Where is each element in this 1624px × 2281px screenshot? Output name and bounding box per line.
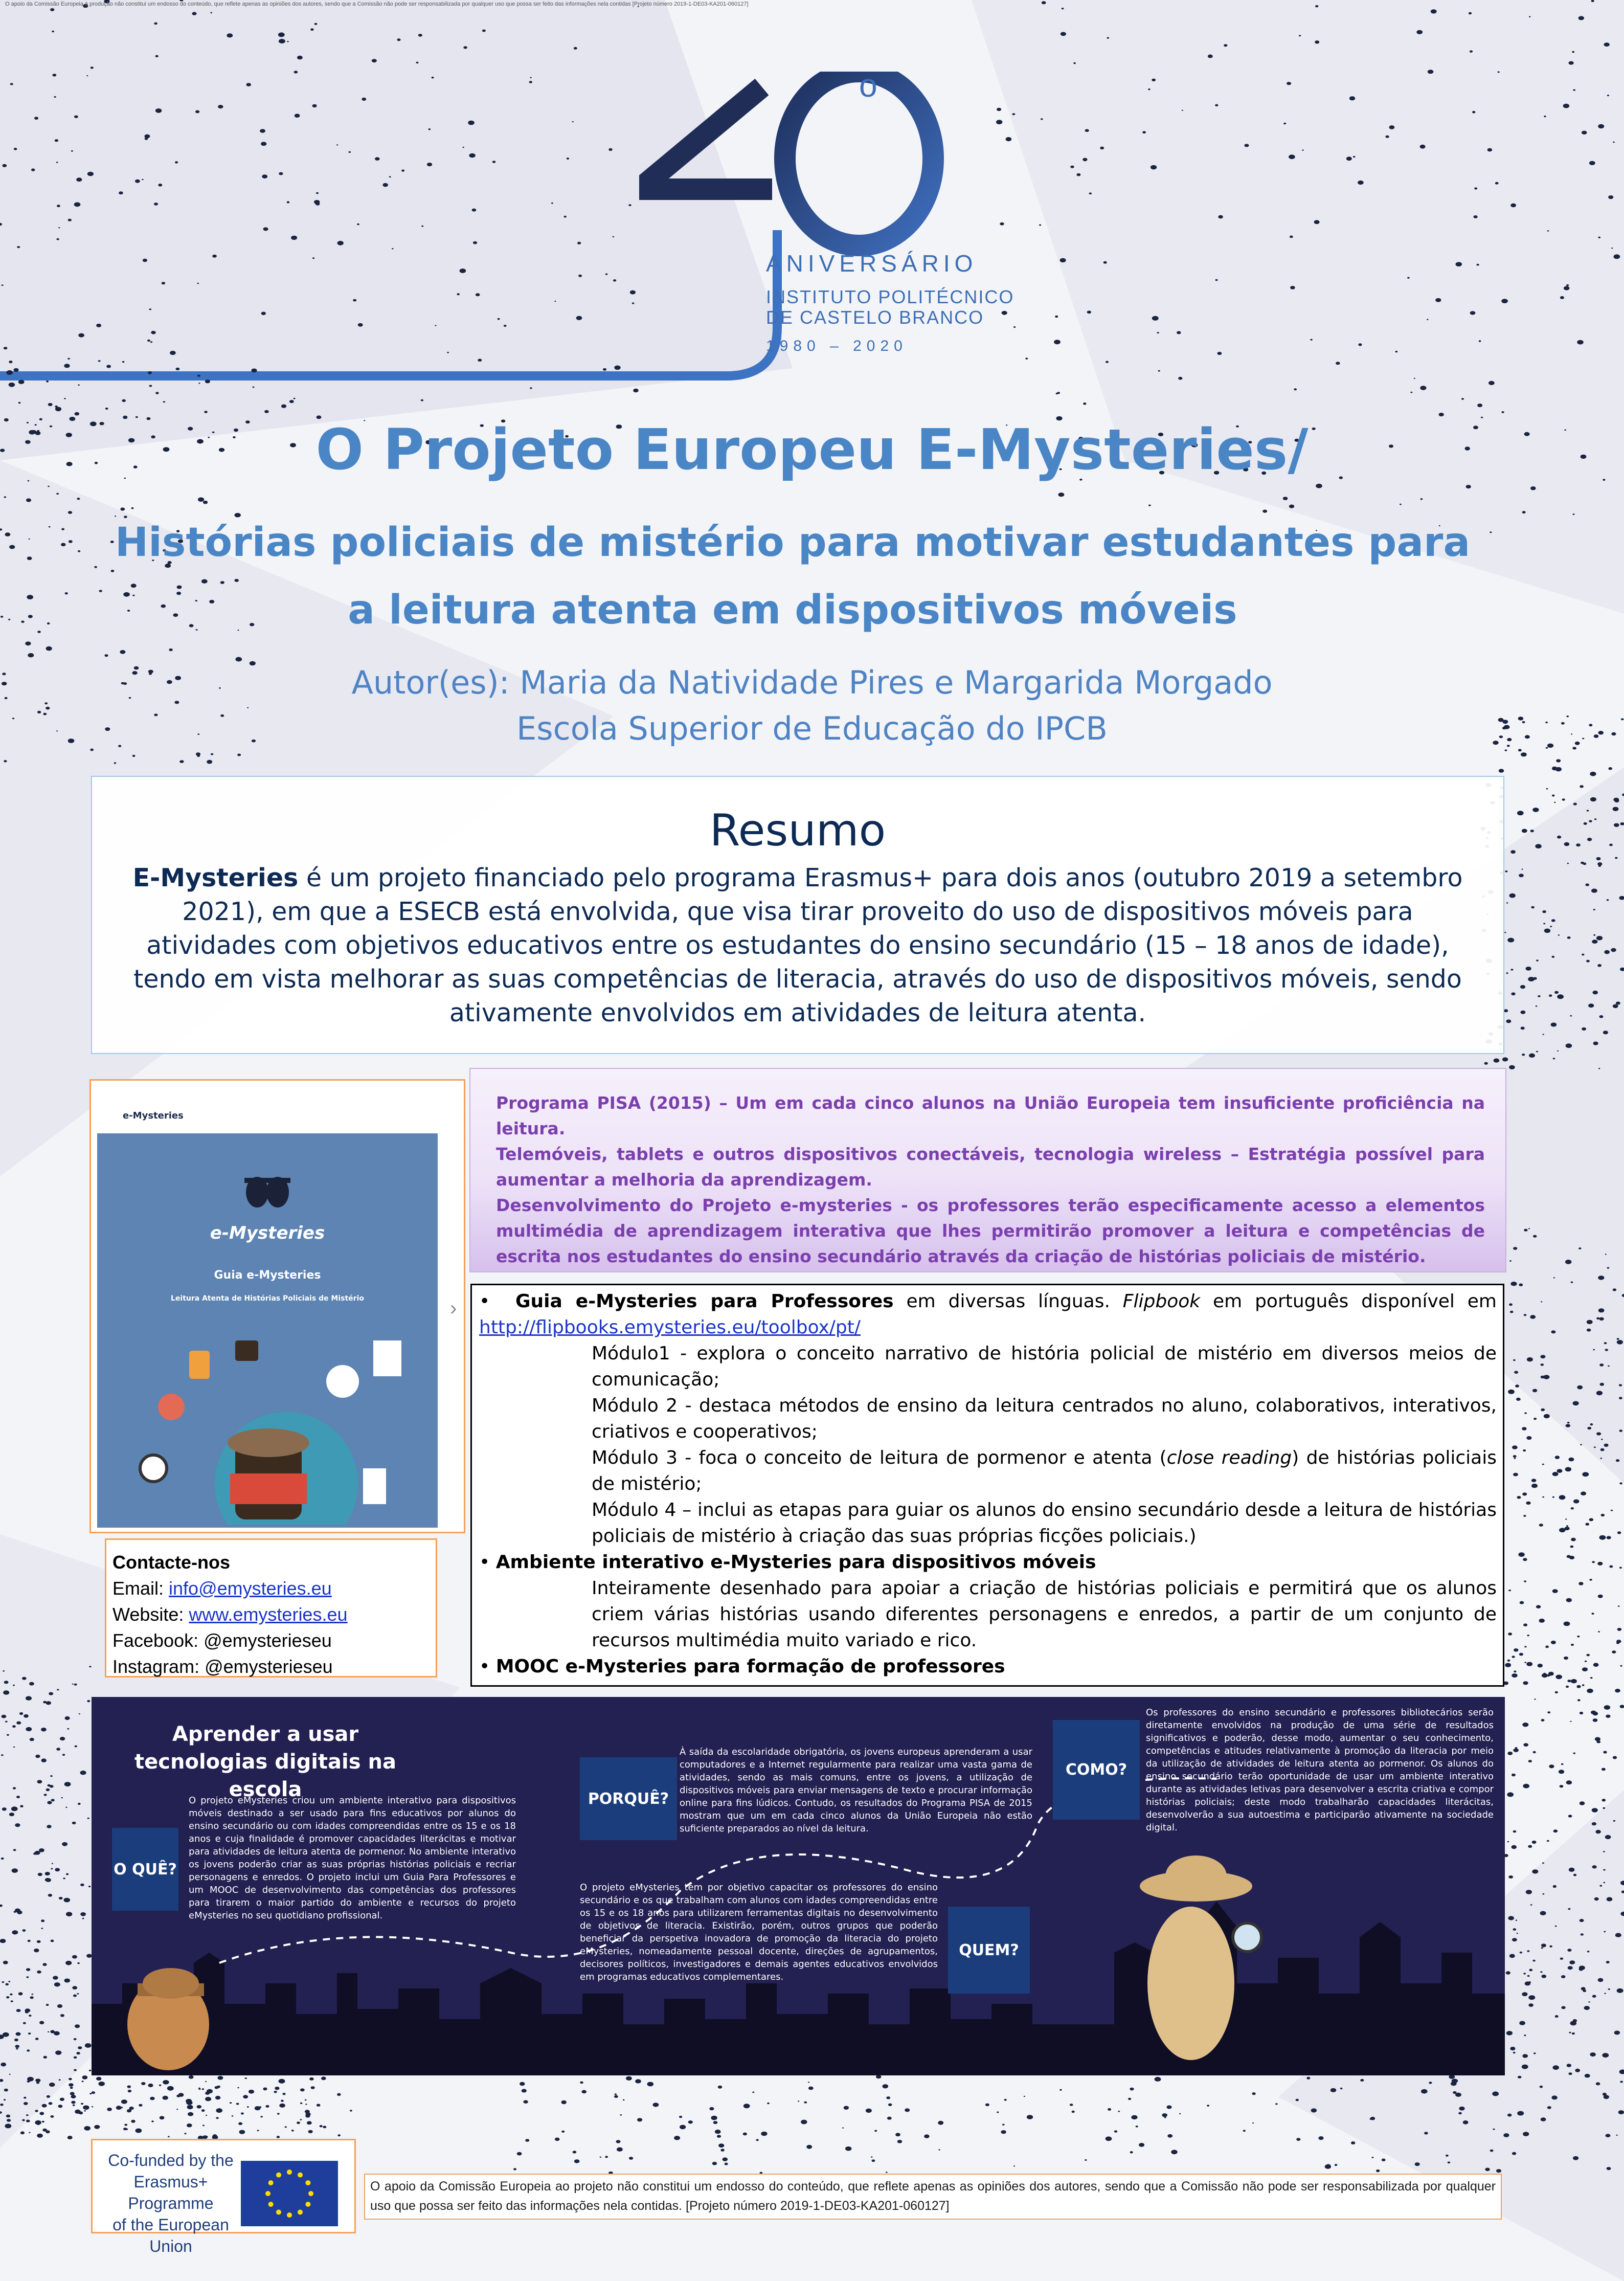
resumo-text [128, 861, 1468, 1030]
ambiente-bold: Ambiente interativo e-Mysteries para dispositivos móveis [495, 1552, 1096, 1573]
module-3-italic: close reading [1166, 1447, 1292, 1468]
logo-years: 1980 – 2020 [766, 338, 908, 354]
guia-text-2: em português disponível em [1200, 1291, 1497, 1312]
top-disclaimer-note: O apoio da Comissão Europeia à produção não constitui um endosso do conteúdo, que reflete apenas as opiniões dos autores, sendo que a Comissão não pode ser responsabilizada por qualquer uso que possa ser feito das informações nela contidas [Projeto número 2019-1-DE03-KA201-060127] [5, 1, 749, 7]
cover-logo-text: e-Mysteries [210, 1223, 325, 1243]
module-3-text-b: ) de histórias policiais de mistério; [592, 1447, 1497, 1494]
degree-symbol: o [859, 67, 877, 104]
guia-flipbook: Flipbook [1122, 1291, 1201, 1312]
cover-top-band [97, 1085, 438, 1133]
eu-flag-icon [241, 2161, 338, 2226]
cover-title: Guia e-Mysteries [214, 1269, 321, 1282]
guia-bold: Guia e-Mysteries para Professores [515, 1291, 894, 1312]
authors-block [0, 660, 1624, 752]
contact-box [105, 1538, 437, 1678]
como-text: Os professores do ensino secundário e professores bibliotecários serão diretamente envolvidos na produção de uma série de resultados significativos e poderão, desse modo, aumentar o seu conhecimento, competências e atitudes relativamente à promoção da literacia por meio da utilização de atividades de leitura atenta ao pormenor. Os alunos do ensino secundário terão oportunidade de usar um ambiente interativo durante as atividades letivas para desenvolver a escrita criativa e compor histórias policiais; deste modo trabalharão capacidades literácitas, desenvolverão a sua autoestima e participarão ativamente na sociedade digital. [1146, 1707, 1494, 1833]
website-label: Website: [112, 1604, 189, 1625]
eu-line-3: of the European Union [112, 2216, 229, 2255]
cover-subtitle: Leitura Atenta de Histórias Policiais de Mistério [171, 1294, 364, 1303]
outputs-box [470, 1284, 1504, 1687]
resumo-heading: Resumo [709, 805, 886, 856]
module-3 [479, 1445, 1497, 1497]
school-line: Escola Superior de Educação do IPCB [516, 710, 1108, 747]
pisa-paragraph-3: Desenvolvimento do Projeto e-mysteries - os professores terão especificamente acesso a elementos multimédia de aprendizagem interativa que lhes permitirão promover a leitura e competências de escrita nos estudantes do ensino secundário através da criação de histórias policiais de mistério. [496, 1195, 1485, 1266]
guia-bullet: • Guia e-Mysteries para Professores em diversas línguas. Flipbook em português disponível em http://flipbooks.emysteries.eu/toolbox/pt/ [479, 1291, 1497, 1338]
mooc-bold: MOOC e-Mysteries para formação de professores [495, 1656, 1005, 1677]
email-label: Email: [112, 1578, 169, 1599]
contact-website-row [112, 1601, 436, 1627]
como-label: COMO? [1053, 1720, 1140, 1820]
module-1: Módulo1 - explora o conceito narrativo de história policial de mistério em diversos meios de comunicação; [592, 1343, 1497, 1390]
resumo-body: é um projeto financiado pelo programa Erasmus+ para dois anos (outubro 2019 a setembro 2021), em que a ESECB está envolvida, que visa tirar proveito do uso de dispositivos móveis para atividades com objetivos educativos entre os estudantes do ensino secundário (15 – 18 anos de idade), tendo em vista melhorar as suas competências de literacia, através do uso de dispositivos móveis, sendo ativamente envolvidos em atividades de leitura atenta. [133, 863, 1463, 1027]
detective-logo-icon [242, 1172, 293, 1228]
cover-top-logo: e-Mysteries [123, 1110, 184, 1121]
flipbook-link[interactable]: http://flipbooks.emysteries.eu/toolbox/pt/ [479, 1317, 861, 1338]
website-link[interactable]: www.emysteries.eu [189, 1604, 348, 1625]
disclaimer: O apoio da Comissão Europeia ao projeto não constitui um endosso do conteúdo, que reflete apenas as opiniões dos autores, sendo que a Comissão não pode ser responsabilizada por qualquer uso que possa ser feito das informações nela contidas. [Projeto número 2019-1-DE03-KA201-060127] [364, 2174, 1502, 2220]
left-detective-figure [127, 1968, 209, 2070]
contact-heading: Contacte-nos [112, 1552, 231, 1573]
o-que-label: O QUÊ? [112, 1828, 178, 1911]
ambiente-bullet: • Ambiente interativo e-Mysteries para dispositivos móveis [479, 1552, 1096, 1573]
logo-instituto-line1: INSTITUTO POLITÉCNICO [766, 286, 1014, 307]
subtitle-line-1: Histórias policiais de mistério para motivar estudantes para [115, 520, 1471, 566]
eu-cofunded-box [91, 2139, 356, 2255]
module-4: Módulo 4 – inclui as etapas para guiar os alunos do ensino secundário desde a leitura de histórias policiais de mistério à criação das suas próprias ficções policiais.) [592, 1500, 1497, 1547]
logo-aniversario: ANIVERSÁRIO [766, 250, 978, 277]
guide-cover [97, 1085, 457, 1528]
logo-instituto-line2: DE CASTELO BRANCO [766, 307, 984, 328]
eu-line-1: Co-funded by the [108, 2151, 234, 2170]
infographic-band [92, 1697, 1505, 2075]
module-2: Módulo 2 - destaca métodos de ensino da leitura centrados no aluno, colaborativos, interativos, criativos e cooperativos; [592, 1395, 1497, 1442]
quem-label: QUEM? [948, 1907, 1030, 1994]
quem-text: O projeto eMysteries tem por objetivo capacitar os professores do ensino secundário e os que trabalham com alunos com idades compreendidas entre os 15 e os 18 anos para utilizarem ferramentas digitais no desenvolvimento de objetivos de literacia. Existirão, porém, outros grupos que poderão beneficiar da perspetiva inovadora de promoção da literacia do projeto eMysteries, nomeadamente pessoal docente, direções de agrupamentos, decisores políticos, investigadores e demais agentes educativos envolvidos em programas educativos complementares. [580, 1882, 938, 1982]
subtitle-line-2: a leitura atenta em dispositivos móveis [348, 587, 1237, 633]
band-heading: Aprender a usar tecnologias digitais na escola [134, 1723, 396, 1801]
authors-line: Autor(es): Maria da Natividade Pires e Margarida Morgado [351, 664, 1273, 701]
o-que-text: O projeto eMysteries criou um ambiente interativo para dispositivos móveis destinado a ser usado para fins educativos por alunos do ensino secundário ou com idades compreendidas entre os 15 e os 18 anos e cuja finalidade é promover capacidades literácitas e motivar para atividades de leitura atenta de pormenor. No ambiente interativo os jovens poderão criar as suas próprias histórias policiais e recriar personagens e enredos. O projeto inclui um Guia Para Professores e um MOOC de desenvolvimento das competências dos professores para tirarem o maior partido do ambiente e recursos do projeto eMysteries no seu quotidiano profissional. [189, 1795, 516, 1921]
cover-illustration [118, 1330, 424, 1525]
pisa-box [469, 1068, 1506, 1272]
ambiente-text: Inteiramente desenhado para apoiar a criação de histórias policiais e permitirá que os alunos criem várias histórias usando diferentes personagens e enredos, a partir de um conjunto de recursos multimédia muito variado e rico. [592, 1578, 1497, 1651]
page-title: O Projeto Europeu E-Mysteries/ [315, 417, 1309, 482]
porque-text: À saída da escolaridade obrigatória, os jovens europeus aprenderam a usar computadores e a Internet regularmente para realizar uma vasta gama de atividades, sendo as mais comuns, entre os jovens, a utilização de dispositivos móveis para enviar mensagens de texto e procurar informação online para fins lúdicos. Contudo, os resultados do Programa PISA de 2015 mostram que um em cada cinco alunos da União Europeia não estão suficiente preparados ao nível da leitura. [680, 1747, 1032, 1834]
pisa-paragraph-2: Telemóveis, tablets e outros dispositivos conectáveis, tecnologia wireless – Estratégia possível para aumentar a melhoria da aprendizagem. [496, 1144, 1485, 1190]
contact-email-row [112, 1575, 436, 1601]
page-subtitle [82, 509, 1503, 644]
guia-text: em diversas línguas. [893, 1291, 1123, 1312]
porque-label: PORQUÊ? [580, 1757, 677, 1840]
resumo-box [91, 776, 1504, 1054]
email-link[interactable]: info@emysteries.eu [169, 1578, 332, 1599]
mooc-bullet: • MOOC e-Mysteries para formação de professores [479, 1656, 1005, 1677]
module-3-text-a: Módulo 3 - foca o conceito de leitura de pormenor e atenta ( [592, 1447, 1167, 1468]
eu-text [107, 2150, 235, 2257]
eu-line-2: Erasmus+ Programme [128, 2173, 214, 2212]
contact-instagram: Instagram: @emysterieseu [112, 1656, 333, 1677]
resumo-lead: E-Mysteries [132, 863, 299, 892]
cover-next-icon[interactable]: › [450, 1297, 457, 1320]
contact-facebook: Facebook: @emysterieseu [112, 1630, 332, 1651]
guide-cover-image [89, 1079, 465, 1533]
pisa-paragraph-1: Programa PISA (2015) – Um em cada cinco alunos na União Europeia tem insuficiente proficiência na leitura. [496, 1093, 1485, 1138]
